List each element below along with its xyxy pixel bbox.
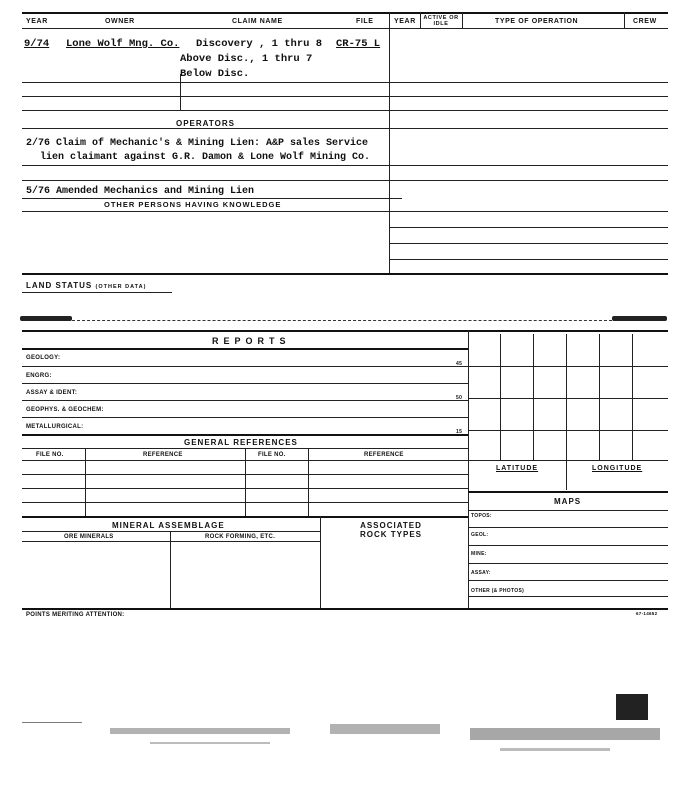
col-file: FILE: [356, 18, 374, 25]
operator-line-2: lien claimant against G.R. Damon & Lone Wolf Mining Co.: [40, 152, 371, 163]
col-owner: OWNER: [105, 18, 135, 25]
map-mine: MINE:: [471, 551, 487, 557]
col-crew: CREW: [633, 18, 657, 25]
mineral-assemblage-heading: MINERAL ASSEMBLAGE: [112, 521, 225, 530]
col-claim-name: CLAIM NAME: [232, 18, 283, 25]
entry-claim-line-1: Discovery , 1 thru 8: [196, 38, 323, 50]
col-year: YEAR: [26, 18, 48, 25]
report-number-3: 15: [456, 429, 463, 435]
general-references-heading: GENERAL REFERENCES: [184, 438, 298, 447]
other-persons-heading: OTHER PERSONS HAVING KNOWLEDGE: [104, 200, 282, 209]
report-number-1: 45: [456, 361, 463, 367]
reports-heading: REPORTS: [212, 336, 291, 346]
maps-heading: MAPS: [554, 497, 582, 506]
operator-line-1: 2/76 Claim of Mechanic's & Mining Lien: A&P sales Service: [26, 138, 369, 149]
entry-year: 9/74: [24, 38, 50, 50]
latitude-label: LATITUDE: [496, 465, 539, 472]
land-status-note: (OTHER DATA): [95, 284, 147, 290]
ref-col-file-no-1: FILE NO.: [36, 452, 64, 458]
entry-file: CR-75 L: [336, 38, 381, 50]
report-metallurgical: METALLURGICAL:: [26, 424, 84, 430]
operators-heading: OPERATORS: [176, 119, 235, 128]
entry-owner: Lone Wolf Mng. Co.: [66, 38, 180, 50]
report-number-2: 50: [456, 395, 463, 401]
land-status-text: LAND STATUS: [26, 281, 93, 290]
report-assay: ASSAY & IDENT:: [26, 390, 78, 396]
report-engrg: ENGRG:: [26, 373, 52, 379]
col-active-idle: ACTIVE OR IDLE: [423, 15, 459, 27]
map-other: OTHER (& PHOTOS): [471, 588, 525, 594]
entry-claim-line-3: Below Disc.: [180, 68, 250, 80]
map-assay: ASSAY:: [471, 570, 491, 576]
associated-rock-types-heading: ASSOCIATED ROCK TYPES: [359, 521, 422, 539]
map-topos: TOPOS:: [471, 513, 492, 519]
col-ore-minerals: ORE MINERALS: [64, 534, 114, 540]
map-geol: GEOL:: [471, 532, 489, 538]
report-geology: GEOLOGY:: [26, 355, 61, 361]
ref-col-file-no-2: FILE NO.: [258, 452, 286, 458]
form-number: 67-14652: [636, 611, 658, 616]
points-meriting-label: POINTS MERITING ATTENTION:: [26, 612, 125, 618]
col-rock-forming: ROCK FORMING, ETC.: [205, 534, 276, 540]
operator-line-3: 5/76 Amended Mechanics and Mining Lien: [26, 186, 255, 197]
ref-col-reference-2: REFERENCE: [364, 452, 404, 458]
col-year-2: YEAR: [394, 18, 416, 25]
ref-col-reference-1: REFERENCE: [143, 452, 183, 458]
report-geophys: GEOPHYS. & GEOCHEM:: [26, 407, 104, 413]
land-status-label: [26, 281, 146, 290]
col-type-operation: TYPE OF OPERATION: [495, 18, 579, 25]
longitude-label: LONGITUDE: [592, 465, 643, 472]
entry-claim-line-2: Above Disc., 1 thru 7: [180, 53, 313, 65]
